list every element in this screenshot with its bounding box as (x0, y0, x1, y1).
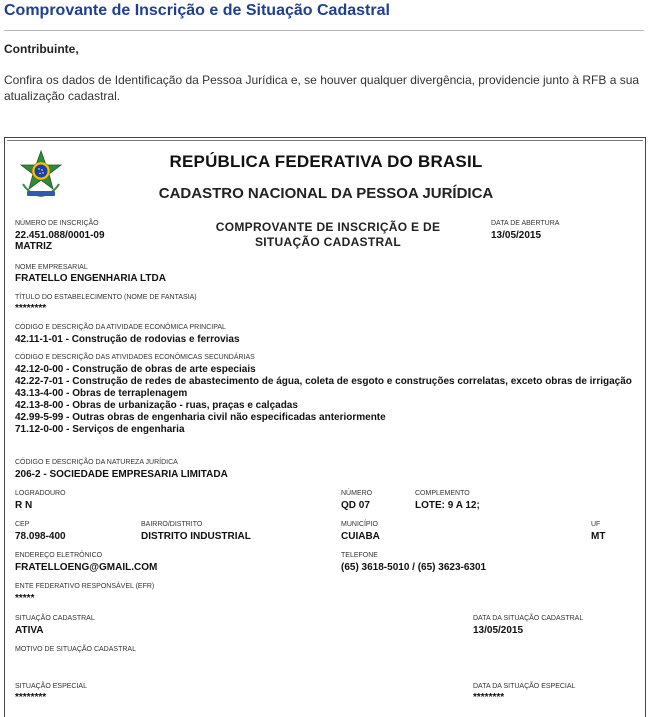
list-item: 42.99-5-99 - Outras obras de engenharia civil não especificadas anteriormente (15, 412, 386, 423)
list-item: 42.13-8-00 - Obras de urbanização - ruas, praças e calçadas (15, 400, 298, 411)
situacao-cadastral-label: SITUAÇÃO CADASTRAL (15, 615, 95, 622)
email-label: ENDEREÇO ELETRÔNICO (15, 552, 103, 559)
natureza-juridica-value: 206-2 - SOCIEDADE EMPRESARIA LIMITADA (15, 469, 228, 480)
situacao-cadastral-value: ATIVA (15, 625, 44, 636)
numero-inscricao-value: 22.451.088/0001-09 (15, 230, 105, 241)
email-value: FRATELLOENG@GMAIL.COM (15, 562, 158, 573)
bairro-label: BAIRRO/DISTRITO (141, 521, 203, 528)
logradouro-value: R N (15, 500, 33, 511)
card-top-rule (7, 140, 643, 141)
data-especial-label: DATA DA SITUAÇÃO ESPECIAL (473, 683, 576, 690)
numero-endereco-value: QD 07 (341, 500, 370, 511)
municipio-label: MUNICÍPIO (341, 521, 378, 528)
atividade-principal-label: CÓDIGO E DESCRIÇÃO DA ATIVIDADE ECONÔMICA PRINCIPAL (15, 324, 226, 331)
page-title: Comprovante de Inscrição e de Situação Cadastral (4, 2, 390, 19)
numero-inscricao-label: NÚMERO DE INSCRIÇÃO (15, 220, 99, 227)
efr-value: ***** (15, 593, 35, 604)
numero-endereco-label: NÚMERO (341, 490, 373, 497)
comprovante-title-line1: COMPROVANTE DE INSCRIÇÃO E DE (215, 220, 441, 234)
nome-empresarial-value: FRATELLO ENGENHARIA LTDA (15, 273, 166, 284)
data-situacao-value: 13/05/2015 (473, 625, 524, 636)
logradouro-label: LOGRADOURO (15, 490, 66, 497)
list-item: 71.12-0-00 - Serviços de engenharia (15, 424, 185, 435)
cep-value: 78.098-400 (15, 531, 66, 542)
nome-fantasia-label: TÍTULO DO ESTABELECIMENTO (NOME DE FANTASIA) (15, 294, 197, 301)
atividades-secundarias-label: CÓDIGO E DESCRIÇÃO DAS ATIVIDADES ECONÔMICAS SECUNDÁRIAS (15, 354, 255, 361)
efr-label: ENTE FEDERATIVO RESPONSÁVEL (EFR) (15, 583, 155, 590)
intro-text: Confira os dados de Identificação da Pessoa Jurídica e, se houver qualquer divergência, providencie junto à RFB a sua atualização cadastral. (4, 73, 640, 103)
nome-fantasia-value: ******** (15, 303, 47, 314)
registration-card (4, 137, 646, 717)
telefone-value: (65) 3618-5010 / (65) 3623-6301 (341, 562, 487, 573)
municipio-value: CUIABA (341, 531, 380, 542)
complemento-value: LOTE: 9 A 12; (415, 500, 480, 511)
uf-value: MT (591, 531, 606, 542)
situacao-especial-label: SITUAÇÃO ESPECIAL (15, 683, 87, 690)
complemento-label: COMPLEMENTO (415, 490, 470, 497)
data-situacao-label: DATA DA SITUAÇÃO CADASTRAL (473, 615, 584, 622)
greeting: Contribuinte, (4, 42, 79, 56)
list-item: 42.22-7-01 - Construção de redes de abastecimento de água, coleta de esgoto e construções correlatas, exceto obras de irrigação (15, 376, 632, 387)
comprovante-title-line2: SITUAÇÃO CADASTRAL (254, 235, 402, 249)
cep-label: CEP (15, 521, 30, 528)
atividades-secundarias-list (15, 364, 633, 436)
data-abertura-label: DATA DE ABERTURA (491, 220, 560, 227)
comprovante-title (193, 220, 463, 250)
republic-title: REPÚBLICA FEDERATIVA DO BRASIL (169, 152, 483, 171)
tipo-estabelecimento-value: MATRIZ (15, 241, 53, 252)
data-abertura-value: 13/05/2015 (491, 230, 542, 241)
data-especial-value: ******** (473, 692, 505, 703)
title-divider (4, 30, 644, 31)
natureza-juridica-label: CÓDIGO E DESCRIÇÃO DA NATUREZA JURÍDICA (15, 459, 178, 466)
telefone-label: TELEFONE (341, 552, 378, 559)
nome-empresarial-label: NOME EMPRESARIAL (15, 264, 88, 271)
motivo-situacao-label: MOTIVO DE SITUAÇÃO CADASTRAL (15, 646, 136, 653)
uf-label: UF (591, 521, 601, 528)
atividade-principal-value: 42.11-1-01 - Construção de rodovias e ferrovias (15, 334, 240, 345)
list-item: 42.12-0-00 - Construção de obras de arte especiais (15, 364, 256, 375)
bairro-value: DISTRITO INDUSTRIAL (141, 531, 251, 542)
situacao-especial-value: ******** (15, 692, 47, 703)
list-item: 43.13-4-00 - Obras de terraplenagem (15, 388, 188, 399)
cnpj-title: CADASTRO NACIONAL DA PESSOA JURÍDICA (158, 185, 494, 202)
